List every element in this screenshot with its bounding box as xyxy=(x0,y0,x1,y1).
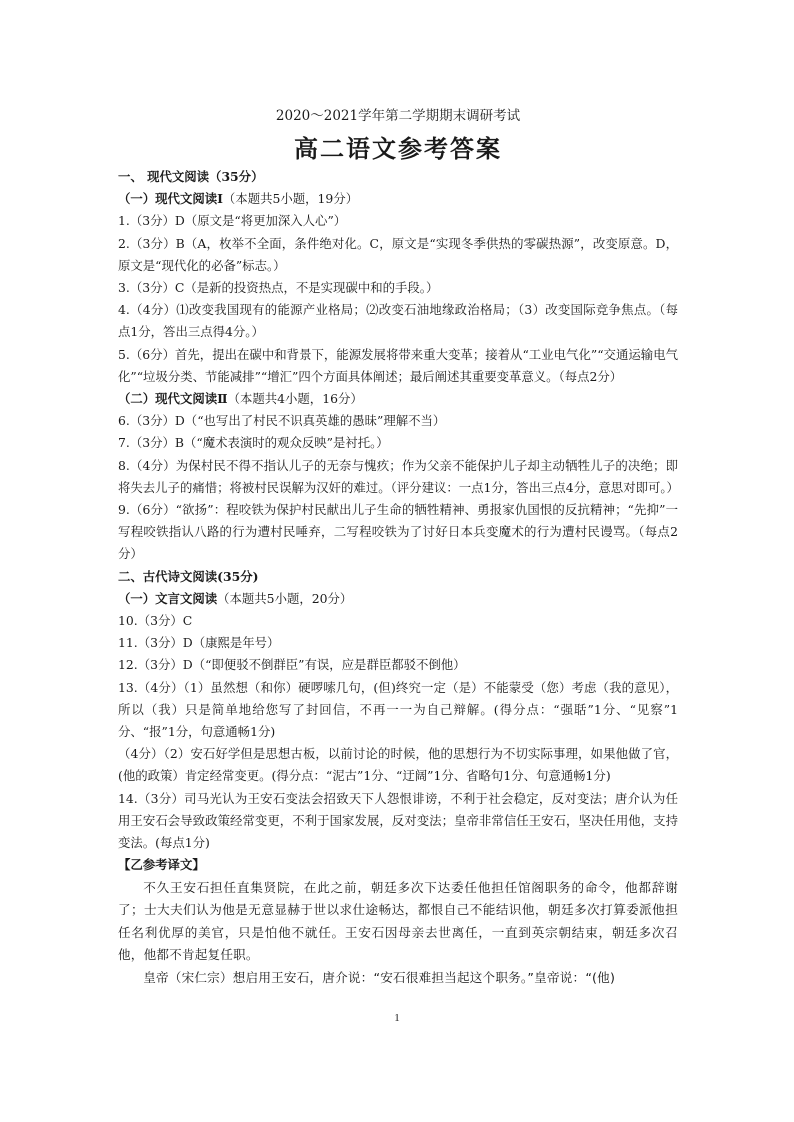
answer-item: 9.（6分）“欲扬”：程咬铁为保护村民献出儿子生命的牺牲精神、勇报家仇国恨的反抗精神；“先抑”一写程咬铁指认八路的行为遭村民唾弃，二写程咬铁为了讨好日本兵变魔术的行为遭村民谩骂。（每点2分） xyxy=(118,502,678,562)
answer-item: 2.（3分）B（A，枚举不全面，条件绝对化。C，原文是“实现冬季供热的零碳热源”，改变原意。D，原文是“现代化的必备”标志。） xyxy=(118,235,678,273)
subsection-heading xyxy=(118,588,678,610)
page-number: 1 xyxy=(394,1012,400,1024)
exam-subtitle: 2020～2021学年第二学期期末调研考试 xyxy=(275,108,521,124)
subsection-label: （一）现代文阅读Ⅰ xyxy=(118,191,223,207)
translation-paragraph: 皇帝（宋仁宗）想启用王安石，唐介说：“安石很难担当起这个职务。”皇帝说：“(他) xyxy=(143,969,616,985)
translation-paragraph: 不久王安石担任直集贤院，在此之前，朝廷多次下达委任他担任馆阁职务的命令，他都辞谢了；士大夫们认为他是无意显赫于世以求仕途畅达，都恨自己不能结识他，朝廷多次打算委派他担任名利优厚的美官，只是怕他不就任。王安石因母亲去世离任，一直到英宗朝结束，朝廷多次召他，他都不肯起复任职。 xyxy=(118,879,678,963)
answer-sections xyxy=(118,166,678,989)
subsection-note: （本题共5小题，19分） xyxy=(222,191,359,207)
answer-item: 1.（3分）D（原文是“将更加深入人心”） xyxy=(118,213,347,229)
answer-item: （4分）（2）安石好学但是思想古板，以前讨论的时候，他的思想行为不切实际事理，如果他做了官，(他的政策）肯定经常变更。(得分点：“泥古”1分、“迂阔”1分、省略句1分、句意通畅1分) xyxy=(118,746,678,784)
subsection-label: （一）文言文阅读 xyxy=(118,590,218,606)
answer-item: 10.（3分）C xyxy=(118,613,193,629)
subsection-note: （本题共5小题，20分） xyxy=(217,590,353,606)
answer-item: 4.（4分）⑴改变我国现有的能源产业格局；⑵改变石油地缘政治格局；（3）改变国际竞争焦点。（每点1分，答出三点得4分。） xyxy=(118,302,678,340)
answer-item: 11.（3分）D（康熙是年号） xyxy=(118,635,280,651)
answer-item: 3.（3分）C（是新的投资热点，不是实现碳中和的手段。） xyxy=(118,280,439,296)
answer-item: 7.（3分）B（“魔术表演时的观众反映”是衬托。） xyxy=(118,435,389,451)
answer-item: 14.（3分）司马光认为王安石变法会招致天下人怨恨诽谤，不利于社会稳定，反对变法；唐介认为任用王安石会导致政策经常变更，不利于国家发展，反对变法；皇帝非常信任王安石，坚决任用他，支持变法。(每点1分) xyxy=(118,790,678,851)
document-body xyxy=(118,106,678,989)
subsection-label: （二）现代文阅读Ⅱ xyxy=(118,391,228,407)
page-title: 高二语文参考答案 xyxy=(294,134,502,163)
subsection-heading xyxy=(118,188,678,210)
answer-item: 8.（4分）为保村民不得不指认儿子的无奈与愧疚；作为父亲不能保护儿子却主动牺牲儿子的决绝；即将失去儿子的痛惜；将被村民误解为汉奸的难过。（评分建议：一点1分，答出三点4分，意思对即可。） xyxy=(118,457,679,495)
answer-item: 13.（4分）（1）虽然想（和你）硬啰嗦几句，(但)终究一定（是）不能蒙受（您）考虑（我的意见），所以（我）只是简单地给您写了封回信，不再一一为自己辩解。(得分点：“强聒”1分、“见察”1分、“报”1分，句意通畅1分) xyxy=(118,679,678,740)
section-heading: 【乙参考译文】 xyxy=(118,857,205,873)
answer-item: 12.（3分）D（“即便驳不倒群臣”有误，应是群臣都驳不倒他） xyxy=(118,657,466,673)
subsection-note: （本题共4小题，16分） xyxy=(227,391,363,407)
section-heading: 二、古代诗文阅读(35分) xyxy=(118,568,259,584)
section-heading: 一、 现代文阅读（35分） xyxy=(118,169,264,184)
answer-item: 6.（3分）D（“也写出了村民不识真英雄的愚昧”理解不当） xyxy=(118,413,446,429)
answer-item: 5.（6分）首先，提出在碳中和背景下，能源发展将带来重大变革；接着从“工业电气化”“交通运输电气化”“垃圾分类、节能减排”“增汇”四个方面具体阐述；最后阐述其重要变革意义。（每点2分） xyxy=(118,346,678,384)
subsection-heading xyxy=(118,388,678,410)
